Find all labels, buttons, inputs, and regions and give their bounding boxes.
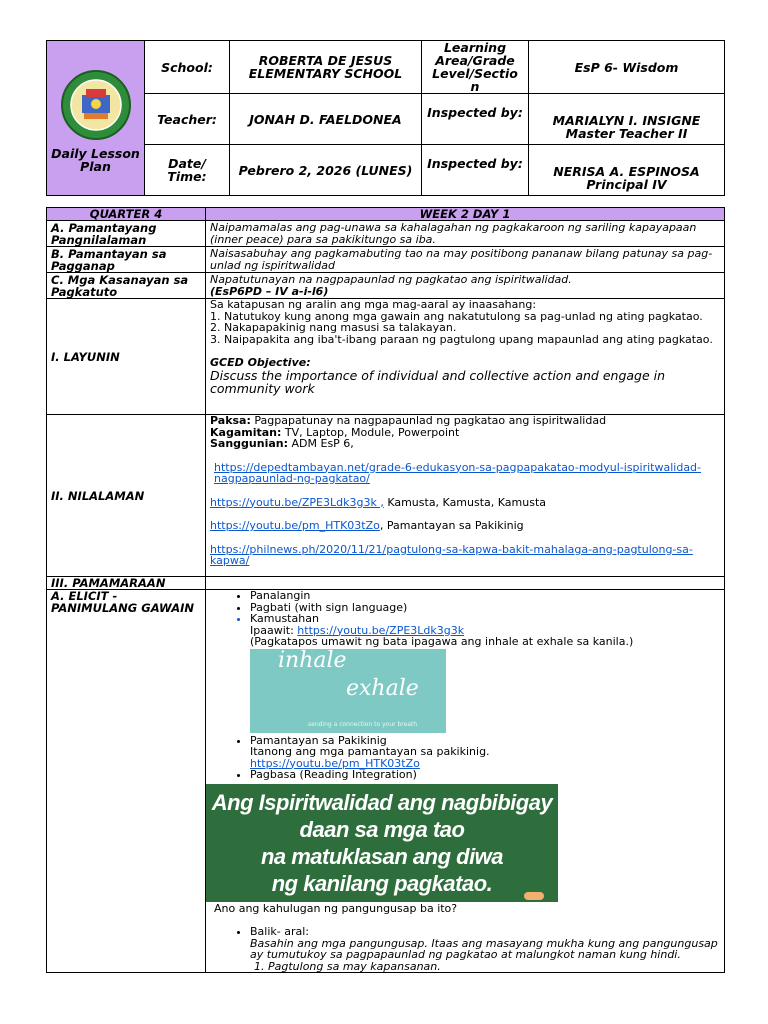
green-line-2: daan sa mga tao [299, 816, 465, 842]
reading-integration-image [206, 784, 558, 902]
layunin-label: I. LAYUNIN [47, 299, 206, 415]
teacher-label: Teacher: [145, 94, 230, 145]
row-a-label: A. Pamantayang Pangnilalaman [47, 221, 206, 247]
elicit-item-kamustahan [250, 613, 720, 733]
nilalaman-label: II. NILALAMAN [47, 415, 206, 577]
reference-link-2[interactable]: https://youtu.be/ZPE3Ldk3g3k , [210, 495, 384, 509]
inspector-1-name: MARIALYN I. INSIGNE [552, 113, 701, 128]
logo-cell [47, 41, 145, 196]
inspected-label-2: Inspected by: [422, 145, 529, 196]
learning-area-label: Learning Area/Grade Level/Sectio n [422, 41, 529, 94]
gced-label: GCED Objective: [210, 356, 311, 369]
layunin-item-1: 1. Natutukoy kung anong mga gawain ang nakatutulong sa pag-unlad ng ating pagkatao. [210, 309, 703, 323]
school-label: School: [145, 41, 230, 94]
pamamaraan-label: III. PAMAMARAAN [47, 577, 206, 590]
pamamaraan-empty [206, 577, 725, 590]
layunin-item-2: 2. Nakapapakinig nang masusi sa talakayan. [210, 321, 457, 334]
elicit-label: A. ELICIT - PANIMULANG GAWAIN [47, 590, 206, 973]
row-c-cell [206, 273, 725, 299]
sanggunian-line [210, 438, 720, 450]
green-line-3: na matuklasan ang diwa [260, 843, 504, 869]
row-c-text: Napatutunayan na nagpapaunlad ng pagkatao ang ispiritwalidad. [210, 273, 572, 286]
row-c-code: (EsP6PD – IV a-i-l6) [210, 284, 329, 298]
sanggunian-text: ADM EsP 6, [288, 437, 354, 450]
date-value: Pebrero 2, 2026 (LUNES) [230, 145, 422, 196]
lesson-table [46, 207, 725, 973]
row-b-label: B. Pamantayan sa Pagganap [47, 247, 206, 273]
balik-aral-list [210, 926, 720, 972]
reference-link-3-text: , Pamantayan sa Pakikinig [379, 519, 524, 532]
pamantayan-text: Itanong ang mga pamantayan sa pakikinig. [250, 745, 490, 758]
school-seal-icon [60, 69, 132, 141]
quarter-label: QUARTER 4 [47, 208, 206, 221]
question-text: Ano ang kahulugan ng pangungusap ba ito? [214, 901, 458, 915]
row-c-label: C. Mga Kasanayan sa Pagkatuto [47, 273, 206, 299]
balik-aral-title: Balik- aral: [250, 925, 310, 938]
balik-aral-text: Basahin ang mga pangungusap. Itaas ang masayang mukha kung ang pangungusap ay tumutukoy sa pagpapaunlad ng pagkatao at malungkot naman kung hindi. [250, 936, 718, 961]
header-table [46, 40, 725, 196]
nilalaman-cell [206, 415, 725, 577]
pagkatapos-note: (Pagkatapos umawit ng bata ipagawa ang inhale at exhale sa kanila.) [250, 635, 634, 648]
elicit-item-pagbasa: • Pagbasa (Reading Integration) [250, 769, 720, 781]
reference-link-1[interactable]: https://depedtambayan.net/grade-6-edukasyon-sa-pagpapakatao-modyul-ispiritwalidad-nagpapaunlad-ng-pagkatao/ [214, 460, 702, 485]
ipaawit-link[interactable]: https://youtu.be/ZPE3Ldk3g3k [297, 623, 465, 637]
layunin-intro: Sa katapusan ng aralin ang mga mag-aaral ay inaasahang: [210, 298, 537, 311]
learning-area-value: EsP 6- Wisdom [529, 41, 725, 94]
sanggunian-label: Sanggunian: [210, 437, 289, 450]
teacher-value: JONAH D. FAELDONEA [230, 94, 422, 145]
inspector-2-title: Principal IV [586, 177, 667, 192]
pamantayan-title: Pamantayan sa Pakikinig [250, 733, 387, 747]
inspected-label-1: Inspected by: [422, 94, 529, 145]
reference-link-3[interactable]: https://youtu.be/pm_HTK03tZo [210, 519, 380, 532]
exhale-word: exhale [346, 675, 419, 701]
elicit-item-panalangin: • Panalangin [250, 590, 720, 602]
reference-link-2-text: Kamusta, Kamusta, Kamusta [383, 495, 547, 509]
inhale-exhale-image [250, 649, 446, 733]
green-line-4: ng kanilang pagkatao. [271, 870, 493, 896]
pamantayan-link[interactable]: https://youtu.be/pm_HTK03tZo [250, 756, 420, 770]
elicit-list [210, 590, 720, 781]
week-label: WEEK 2 DAY 1 [206, 208, 725, 221]
row-a-text: Naipamamalas ang pag-unawa sa kahalagahan ng pagkakaroon ng sariling kapayapaan (inner peace) para sa pakikitungo sa iba. [206, 221, 725, 247]
inspector-2-name: NERISA A. ESPINOSA [553, 164, 700, 179]
school-value: ROBERTA DE JESUS ELEMENTARY SCHOOL [230, 41, 422, 94]
gced-text: Discuss the importance of individual and collective action and engage in community work [210, 367, 666, 396]
inhale-word: inhale [278, 647, 347, 673]
paksa-text: Pagpapatunay na nagpapaunlad ng pagkatao ang ispiritwalidad [250, 414, 607, 427]
elicit-item-pagbati: • Pagbati (with sign language) [250, 602, 720, 614]
date-label: Date/ Time: [145, 145, 230, 196]
paksa-label: Paksa: [210, 414, 251, 427]
hand-icon [524, 892, 544, 900]
balik-aral-item-1: 1. Pagtulong sa may kapansanan. [254, 959, 441, 973]
logo-caption: Daily Lesson Plan [51, 146, 140, 174]
layunin-cell [206, 299, 725, 415]
layunin-item-3: 3. Naipapakita ang iba't-ibang paraan ng pagtulong upang mapaunlad ang ating pagkatao. [210, 332, 713, 346]
elicit-cell [206, 590, 725, 973]
inhale-caption: sending a connection to your breath [308, 720, 418, 728]
green-line-1: Ang Ispiritwalidad ang nagbibigay [211, 789, 553, 815]
balik-aral-item [250, 926, 720, 972]
reference-link-4[interactable]: https://philnews.ph/2020/11/21/pagtulong-sa-kapwa-bakit-mahalaga-ang-pagtulong-sa-kapwa/ [210, 542, 693, 567]
row-b-text: Naisasabuhay ang pagkamabuting tao na may positibong pananaw bilang patunay sa pag- unlad ng ispiritwalidad [206, 247, 725, 273]
ipaawit-label: Ipaawit: [250, 623, 298, 637]
kagamitan-label: Kagamitan: [210, 425, 282, 439]
inspector-2 [529, 145, 725, 196]
kagamitan-text: TV, Laptop, Module, Powerpoint [281, 425, 460, 439]
inspector-1-title: Master Teacher II [565, 126, 688, 141]
kamustahan-text: Kamustahan [250, 612, 319, 625]
elicit-item-pamantayan [250, 735, 720, 770]
inspector-1 [529, 94, 725, 145]
